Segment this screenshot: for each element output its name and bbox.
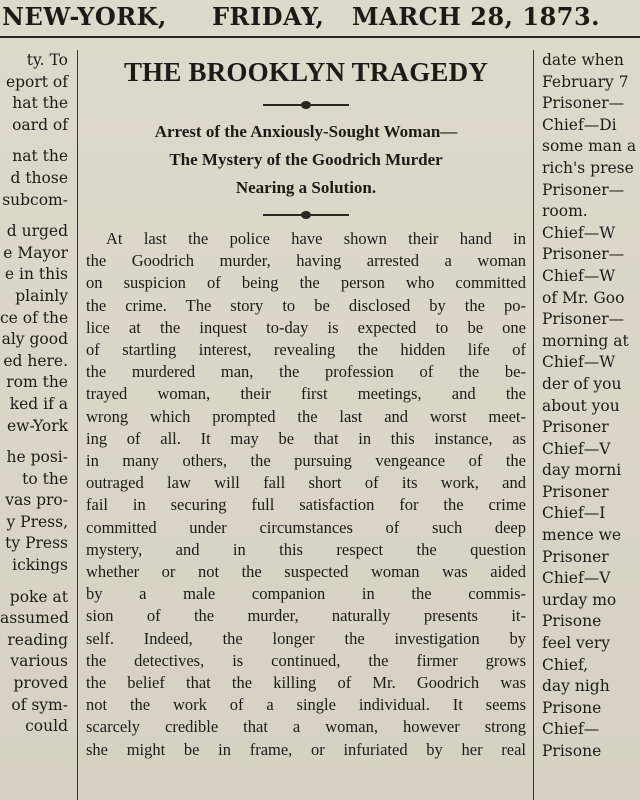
left-column-line: oard of bbox=[12, 115, 68, 134]
left-column-line: reading bbox=[7, 630, 68, 649]
ornament-divider bbox=[263, 104, 349, 106]
right-column-line: urday mo bbox=[542, 590, 617, 609]
left-column-line: subcom- bbox=[2, 190, 68, 209]
left-column-line: to the bbox=[22, 469, 68, 488]
body-line: outraged law will fall short of its work, and bbox=[86, 473, 526, 493]
left-column-line: could bbox=[25, 717, 68, 736]
right-column-line: February 7 bbox=[542, 72, 629, 91]
column-gap bbox=[0, 437, 72, 447]
column-rule-right bbox=[533, 50, 534, 800]
left-column-line: vas pro- bbox=[5, 491, 68, 510]
right-column-line: Chief—I bbox=[542, 504, 606, 523]
left-column-line: ed here. bbox=[3, 351, 68, 370]
body-line: ing of all. It may be that in this instance, as bbox=[86, 428, 526, 448]
article-body bbox=[82, 228, 530, 761]
right-column-line: about you bbox=[542, 396, 620, 415]
right-column-fragment bbox=[538, 50, 640, 800]
masthead bbox=[0, 0, 640, 38]
body-line: trayed woman, their first meetings, and the bbox=[86, 384, 526, 404]
right-column-line: Chief—V bbox=[542, 569, 611, 588]
right-column-line: Prisone bbox=[542, 742, 602, 760]
article-headline: THE BROOKLYN TRAGEDY bbox=[123, 57, 489, 87]
right-column-line: Chief, bbox=[542, 655, 589, 674]
left-column-line: proved bbox=[13, 674, 68, 693]
left-column-line: e Mayor bbox=[3, 243, 68, 262]
ornament-divider bbox=[263, 214, 349, 216]
body-line: not the work of a single individual. It seems bbox=[86, 695, 526, 715]
deck-line: Nearing a Solution. bbox=[235, 178, 377, 197]
left-column-line: ked if a bbox=[9, 394, 68, 413]
left-column-fragment bbox=[0, 50, 72, 800]
body-line: the murdered man, the profession of the be- bbox=[86, 362, 526, 382]
left-column-line: eport of bbox=[5, 72, 68, 91]
left-column-line: aly good bbox=[1, 330, 68, 349]
left-column-line: assumed bbox=[0, 609, 69, 628]
article-deck bbox=[82, 118, 530, 202]
left-column-line: hat the bbox=[12, 94, 68, 113]
right-column-line: Prisoner bbox=[542, 482, 609, 501]
column-gap bbox=[0, 577, 72, 587]
right-column-line: day nigh bbox=[542, 677, 610, 696]
body-line: sion of the murder, naturally presents it- bbox=[86, 606, 526, 626]
left-column-line: d those bbox=[10, 168, 68, 187]
right-column-line: Chief— bbox=[542, 720, 600, 739]
left-column-line: plainly bbox=[15, 286, 68, 305]
deck-line: Arrest of the Anxiously-Sought Woman— bbox=[154, 122, 458, 141]
body-line: on suspicion of being the person who committed bbox=[86, 273, 526, 293]
body-line: self. Indeed, the longer the investigation by bbox=[86, 628, 526, 648]
right-column-line: rich's prese bbox=[542, 158, 634, 177]
right-column-line: Prisone bbox=[542, 698, 602, 717]
right-column-line: Chief—W bbox=[542, 353, 616, 372]
right-column-line: Chief—Di bbox=[542, 115, 617, 134]
body-line: the crime. The story to be disclosed by the po- bbox=[86, 295, 526, 315]
body-line: the belief that the killing of Mr. Goodrich was bbox=[86, 673, 526, 693]
right-column-line: der of you bbox=[542, 374, 622, 393]
left-column-line: of sym- bbox=[11, 695, 68, 714]
left-column-line: y Press, bbox=[6, 512, 68, 531]
left-column-line: various bbox=[10, 652, 68, 671]
right-column-line: Prisoner— bbox=[542, 245, 625, 264]
body-line: fail in securing full satisfaction for the crime bbox=[86, 495, 526, 515]
masthead-line bbox=[0, 0, 640, 34]
right-column-line: feel very bbox=[542, 634, 611, 653]
body-line: the detectives, is continued, the firmer grows bbox=[86, 650, 526, 670]
left-column-line: ce of the bbox=[0, 308, 69, 327]
body-line: lice at the inquest to-day is expected to be one bbox=[86, 317, 526, 337]
right-column-line: Prisoner— bbox=[542, 94, 625, 113]
body-line: in many others, the pursuing vengeance of the bbox=[86, 451, 526, 471]
column-gap bbox=[0, 136, 72, 146]
masthead-date: MARCH 28, 1873. bbox=[352, 2, 601, 31]
left-column-line: d urged bbox=[6, 222, 68, 241]
left-column-line: rom the bbox=[6, 373, 68, 392]
right-column-line: Chief—W bbox=[542, 223, 616, 242]
masthead-paper-name: NEW-YORK, bbox=[2, 2, 167, 31]
body-line: whether or not the suspected woman was aided bbox=[86, 562, 526, 582]
right-column-line: Chief—W bbox=[542, 266, 616, 285]
body-line: she might be in frame, or infuriated by her real bbox=[86, 739, 526, 759]
right-column-line: Prisone bbox=[542, 612, 602, 631]
column-rule-left bbox=[77, 50, 78, 800]
deck-line: The Mystery of the Goodrich Murder bbox=[169, 150, 443, 169]
left-column-line: ty. To bbox=[26, 51, 68, 69]
left-column-line: ew-York bbox=[7, 416, 68, 435]
right-column-line: Prisoner bbox=[542, 547, 609, 566]
body-line: At last the police have shown their hand in bbox=[106, 229, 526, 248]
left-column-line: ickings bbox=[12, 556, 68, 575]
right-column-line: of Mr. Goo bbox=[542, 288, 625, 307]
right-column-line: some man a bbox=[542, 137, 637, 156]
left-column-line: poke at bbox=[9, 587, 68, 606]
right-column-line: day morni bbox=[542, 461, 622, 480]
right-column-line: Chief—V bbox=[542, 439, 611, 458]
body-line: scarcely credible that a woman, however strong bbox=[86, 717, 526, 737]
body-line: mystery, and in this respect the question bbox=[86, 539, 526, 559]
masthead-day: FRIDAY, bbox=[212, 2, 325, 31]
body-line: of startling interest, revealing the hidden life of bbox=[86, 340, 526, 360]
left-column-line: he posi- bbox=[6, 448, 68, 467]
body-line: the Goodrich murder, having arrested a woman bbox=[86, 251, 526, 271]
article bbox=[82, 50, 530, 800]
body-line: by a male companion in the commis- bbox=[86, 584, 526, 604]
column-gap bbox=[0, 211, 72, 221]
left-column-line: nat the bbox=[12, 147, 68, 166]
body-line: wrong which prompted the last and worst meet- bbox=[86, 406, 526, 426]
right-column-line: mence we bbox=[542, 526, 622, 545]
left-column-line: ty Press bbox=[5, 534, 68, 553]
right-column-line: date when bbox=[542, 51, 624, 69]
left-column-line: e in this bbox=[4, 265, 68, 284]
right-column-line: room. bbox=[542, 202, 588, 221]
right-column-line: Prisoner bbox=[542, 418, 609, 437]
right-column-line: morning at bbox=[542, 331, 629, 350]
right-column-line: Prisoner— bbox=[542, 310, 625, 329]
body-line: committed under circumstances of such deep bbox=[86, 517, 526, 537]
right-column-line: Prisoner— bbox=[542, 180, 625, 199]
